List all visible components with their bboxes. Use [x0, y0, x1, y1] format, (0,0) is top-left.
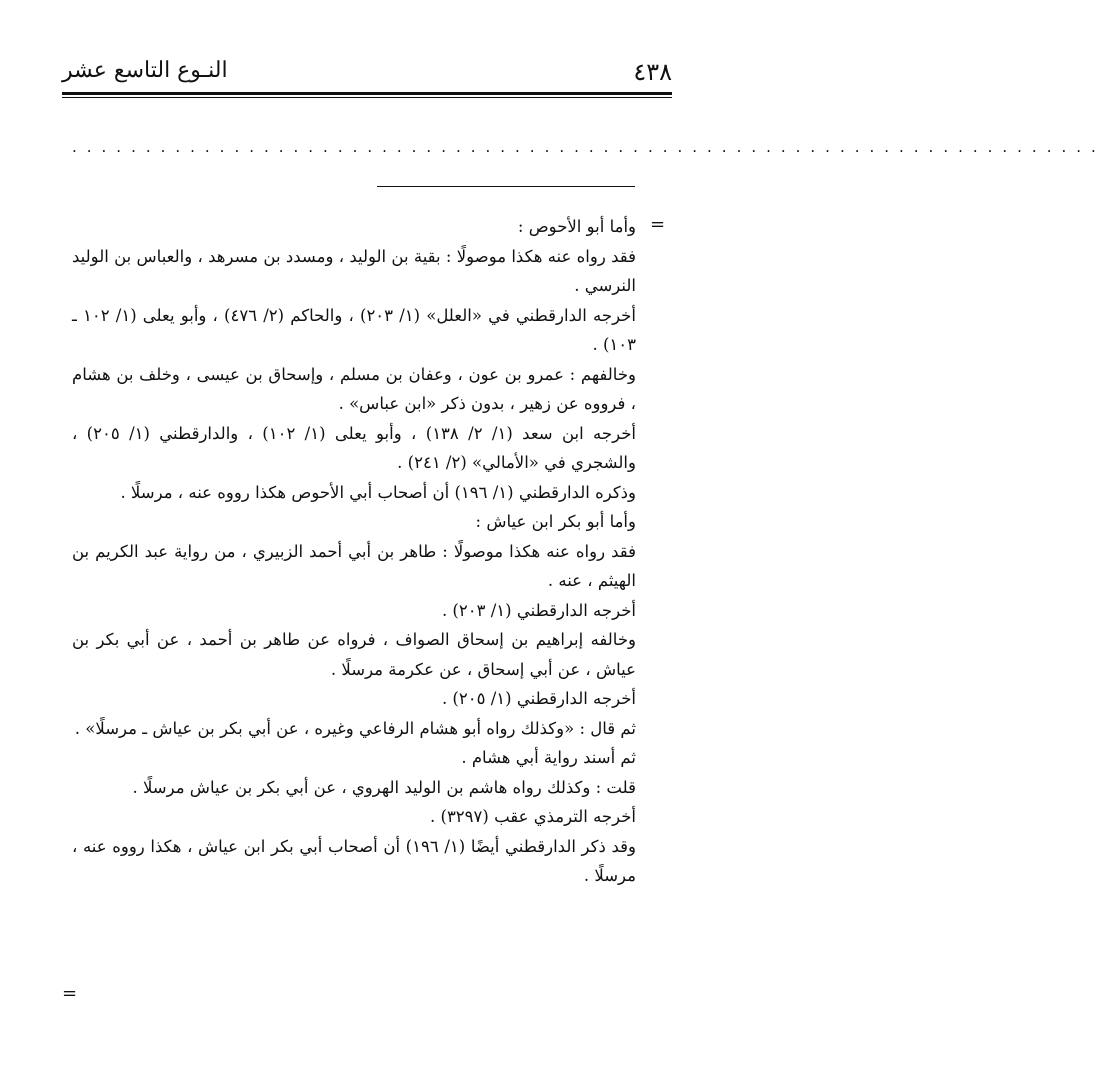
- paragraph: فقد رواه عنه هكذا موصولًا : طاهر بن أبي أحمد الزبيري ، من رواية عبد الكريم بن الهيثم ، عنه .: [72, 541, 636, 590]
- paragraph: قلت : وكذلك رواه هاشم بن الوليد الهروي ، عن أبي بكر بن عياش مرسلًا .: [132, 777, 636, 797]
- chapter-title: النـوع التاسع عشر: [62, 58, 228, 83]
- paragraph: وخالفه إبراهيم بن إسحاق الصواف ، فرواه عن طاهر بن أحمد ، عن أبي بكر بن عياش ، عن أبي إسحاق ، عن عكرمة مرسلًا .: [72, 630, 636, 679]
- paragraph: ثم أسند رواية أبي هشام .: [461, 748, 636, 767]
- paragraph: فقد رواه عنه هكذا موصولًا : بقية بن الوليد ، ومسدد بن مسرهد ، والعباس بن الوليد النرسي .: [72, 246, 636, 295]
- paragraph: وأما أبو الأحوص :: [517, 217, 636, 236]
- paragraph: أخرجه ابن سعد (١/ ٢/ ١٣٨) ، وأبو يعلى (١/ ١٠٢) ، والدارقطني (١/ ٢٠٥) ، والشجري في «الأمالي» (٢/ ٢٤١) .: [72, 423, 636, 472]
- continuation-mark-end: =: [62, 983, 78, 1004]
- header-rule-thin: [62, 97, 672, 98]
- page-header: [62, 58, 672, 90]
- paragraph: أخرجه الدارقطني في «العلل» (١/ ٢٠٣) ، والحاكم (٢/ ٤٧٦) ، وأبو يعلى (١/ ١٠٢ ـ ١٠٣) .: [72, 305, 636, 354]
- paragraph: أخرجه الترمذي عقب (٣٢٩٧) .: [430, 807, 636, 826]
- paragraph: أخرجه الدارقطني (١/ ٢٠٣) .: [441, 600, 636, 620]
- paragraph: أخرجه الدارقطني (١/ ٢٠٥) .: [441, 689, 636, 708]
- separator-dots: ......................................................................: [72, 138, 1106, 156]
- paragraph: وقد ذكر الدارقطني أيضًا (١/ ١٩٦) أن أصحاب أبي بكر ابن عياش ، هكذا رووه عنه ، مرسلًا .: [72, 836, 636, 885]
- continuation-mark-start: =: [650, 214, 666, 235]
- paragraph: وذكره الدارقطني (١/ ١٩٦) أن أصحاب أبي الأحوص هكذا رووه عنه ، مرسلًا .: [120, 482, 636, 502]
- page-number: ٤٣٨: [633, 58, 672, 86]
- paragraph: وأما أبو بكر ابن عياش :: [475, 512, 636, 531]
- paragraph: وخالفهم : عمرو بن عون ، وعفان بن مسلم ، وإسحاق بن عيسى ، وخلف بن هشام ، فرووه عن زهير ، بدون ذكر «ابن عباس» .: [72, 364, 636, 413]
- paragraph: ثم قال : «وكذلك رواه أبو هشام الرفاعي وغيره ، عن أبي بكر بن عياش ـ مرسلًا» .: [74, 718, 636, 738]
- footnote-rule: [377, 186, 635, 187]
- header-rule-thick: [62, 92, 672, 95]
- footnote-body: [72, 212, 636, 891]
